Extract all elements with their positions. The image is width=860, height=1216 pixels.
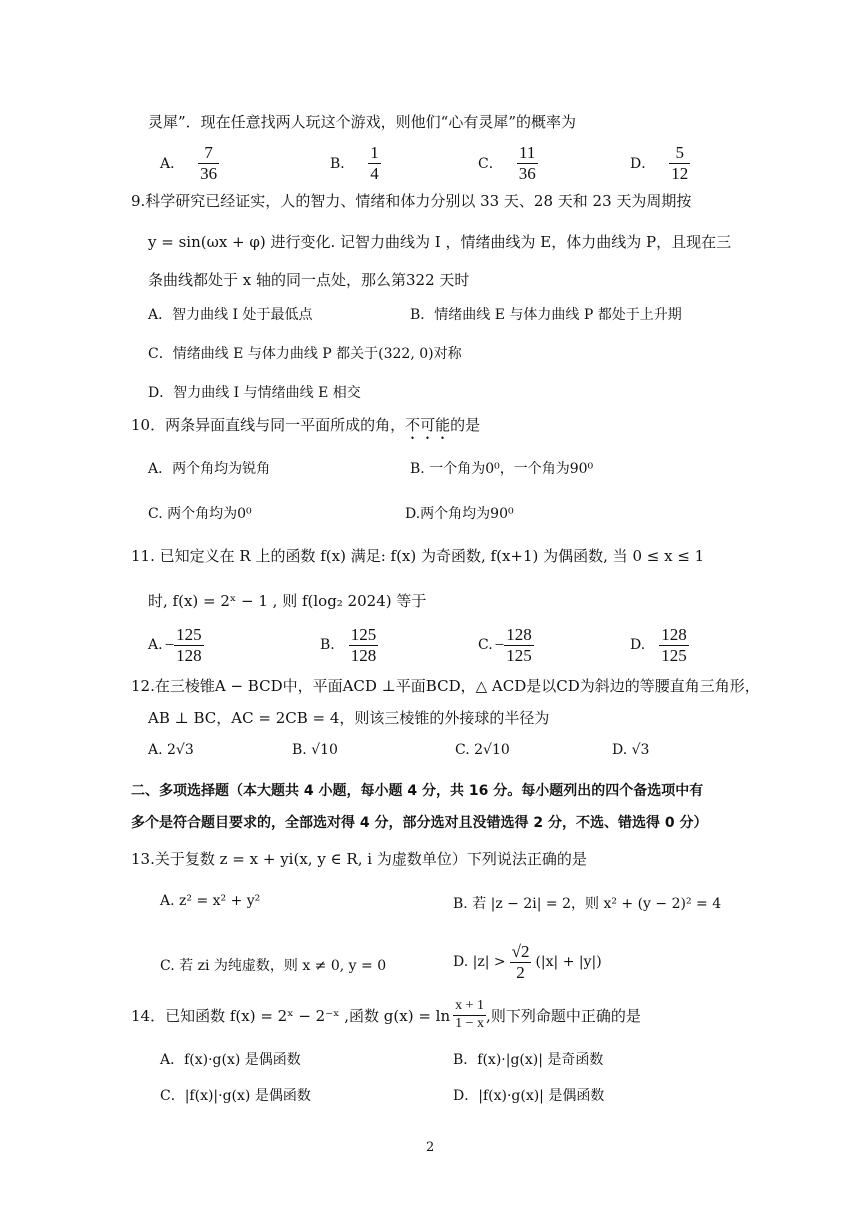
numerator: 7 [198,143,219,164]
q13-stem: 13.关于复数 z = x + yi(x, y ∈ R, i 为虚数单位）下列说法正确的是 [131,850,587,868]
fraction [504,625,534,665]
denominator: 36 [518,163,536,183]
fraction [669,143,690,183]
fraction [453,998,486,1031]
q10-option-b: B. 一个角为0⁰，一个角为90⁰ [410,461,594,477]
numerator: 128 [661,624,687,644]
numerator: 5 [669,143,690,164]
denominator: 125 [661,645,687,665]
q11-line-1: 11. 已知定义在 R 上的函数 f(x) 满足: f(x) 为奇函数, f(x+1) 为偶函数, 当 0 ≤ x ≤ 1 [131,547,705,565]
q8-option-a [160,140,219,186]
q11-option-b [320,622,378,668]
denominator: 1 − x [455,1015,485,1031]
q14-option-c: C．|f(x)|·g(x) 是偶函数 [160,1088,311,1104]
q10-option-c: C. 两个角均为0⁰ [148,506,252,522]
q10-stem-pre: 10．两条异面直线与同一平面所成的角， [131,416,406,434]
numerator: 1 [370,142,379,162]
option-label: A． [160,156,185,172]
q10-stem-emphasis: 不可能 [405,416,451,434]
numerator: 125 [350,624,377,644]
q9-line-3: 条曲线都处于 x 轴的同一点处，那么第322 天时 [148,271,470,289]
option-label: C. [478,637,493,653]
q11-option-d [630,622,689,668]
option-label: B. [320,637,335,653]
q11-line-2: 时, f(x) = 2ˣ − 1 , 则 f(log₂ 2024) 等于 [148,592,427,610]
denominator: 128 [176,645,202,665]
q12-line-2: AB ⊥ BC，AC = 2CB = 4，则该三棱锥的外接球的半径为 [148,709,550,727]
fraction [368,143,381,183]
minus-sign: − [494,635,505,654]
page-number: 2 [426,1140,435,1155]
q11-option-a [148,622,204,668]
q14-option-b: B．f(x)·|g(x)| 是奇函数 [453,1052,604,1068]
q8-stem-tail: 灵犀”．现在任意找两人玩这个游戏，则他们“心有灵犀”的概率为 [148,113,577,131]
option-label: A. [148,637,163,653]
q9-option-c: C．情绪曲线 E 与体力曲线 P 都关于(322, 0)对称 [148,346,462,362]
q13-option-c: C. 若 zi 为纯虚数，则 x ≠ 0, y = 0 [160,958,387,974]
q8-option-d [630,140,690,186]
option-d-prefix: D. |z| > [453,954,506,970]
fraction [659,625,689,665]
fraction [510,942,532,982]
denominator: 125 [506,645,532,665]
q14-stem-pre: 14．已知函数 f(x) = 2ˣ − 2⁻ˣ ,函数 g(x) = ln [131,1006,451,1025]
q12-option-a: A. 2√3 [148,742,194,758]
option-label: B． [330,156,355,172]
fraction [198,143,219,183]
q8-option-b [330,140,381,186]
q12-option-d: D. √3 [612,742,650,758]
q9-line-1: 9.科学研究已经证实，人的智力、情绪和体力分别以 33 天、28 天和 23 天为周期按 [131,192,692,210]
denominator: 36 [200,163,218,183]
q8-option-c [478,140,538,186]
q9-option-d: D．智力曲线 I 与情绪曲线 E 相交 [148,385,361,401]
numerator: 128 [506,624,532,644]
section-2-heading-line-1: 二、多项选择题（本大题共 4 小题，每小题 4 分，共 16 分。每小题列出的四个备选项中有 [131,783,704,799]
q9-option-b: B．情绪曲线 E 与体力曲线 P 都处于上升期 [410,307,682,323]
q13-option-d [453,939,602,985]
q14-stem-post: ,则下列命题中正确的是 [486,1006,641,1025]
denominator: 2 [516,962,525,982]
q10-option-a: A．两个角均为锐角 [148,461,271,477]
option-d-suffix: (|x| + |y|) [535,954,602,970]
q13-option-b: B. 若 |z − 2i| = 2，则 x² + (y − 2)² = 4 [453,896,722,912]
fraction [349,625,379,665]
option-label: D. [630,637,646,653]
denominator: 4 [370,163,379,183]
denominator: 128 [350,645,377,665]
section-2-heading-line-2: 多个是符合题目要求的，全部选对得 4 分，部分选对且没错选得 2 分，不选、错选得 0 分） [131,815,708,831]
q11-option-c [478,622,534,668]
numerator: 125 [176,624,202,644]
q14-stem [131,992,641,1038]
numerator: x + 1 [453,998,486,1015]
denominator: 12 [671,163,689,183]
fraction [517,143,538,183]
q14-option-d: D．|f(x)·g(x)| 是偶函数 [453,1088,605,1104]
q14-option-a: A．f(x)·g(x) 是偶函数 [160,1052,301,1068]
option-label: C． [478,156,503,172]
numerator: √2 [511,941,530,961]
minus-sign: − [164,635,175,654]
option-label: D． [630,156,656,172]
q9-line-2: y = sin(ωx + φ) 进行变化. 记智力曲线为 I ，情绪曲线为 E，体力曲线为 P，且现在三 [148,233,732,251]
q10-stem-post: 的是 [450,416,481,434]
q10-option-d: D.两个角均为90⁰ [405,506,514,522]
q12-line-1: 12.在三棱锥A − BCD中，平面ACD ⊥平面BCD，△ ACD是以CD为斜边的等腰直角三角形， [131,677,760,695]
q10-stem [131,414,480,443]
q9-option-a: A．智力曲线 I 处于最低点 [148,307,313,323]
numerator: 11 [517,143,538,164]
q12-option-c: C. 2√10 [455,742,510,758]
q12-option-b: B. √10 [292,742,338,758]
fraction [174,625,204,665]
q13-option-a: A. z² = x² + y² [160,893,261,909]
